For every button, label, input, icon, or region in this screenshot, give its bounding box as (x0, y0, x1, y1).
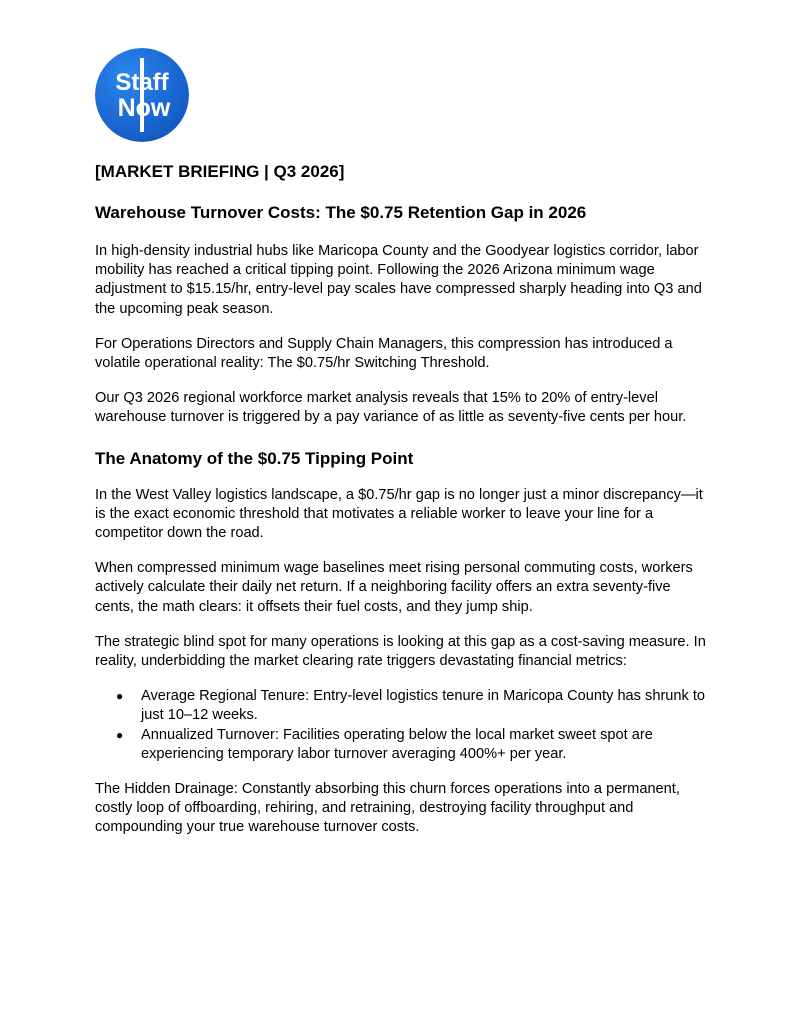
metrics-list (95, 687, 710, 764)
document-page (95, 48, 710, 854)
briefing-tag: [MARKET BRIEFING | Q3 2026] (95, 162, 345, 181)
document-title: Warehouse Turnover Costs: The $0.75 Retention Gap in 2026 (95, 203, 587, 222)
section-paragraph-2: When compressed minimum wage baselines meet rising personal commuting costs, workers actively calculate their daily net return. If a neighboring facility offers an extra seventy-five cents, the math clears: it offsets their fuel costs, and they jump ship. (95, 560, 693, 615)
closing-paragraph: The Hidden Drainage: Constantly absorbing this churn forces operations into a permanent, costly loop of offboarding, rehiring, and retraining, destroying facility throughput and compounding your true warehouse turnover costs. (95, 781, 680, 836)
logo-line1: Staff (115, 69, 169, 96)
section-paragraph-3: The strategic blind spot for many operations is looking at this gap as a cost-saving measure. In reality, underbidding the market clearing rate triggers devastating financial metrics: (95, 633, 706, 670)
bullet-icon: ● (116, 689, 124, 704)
logo-line2: Now (117, 94, 171, 122)
list-item-text: Annualized Turnover: Facilities operating below the local market sweet spot are experiencing temporary labor turnover averaging 400%+ per year. (141, 726, 653, 762)
list-item (95, 687, 710, 725)
intro-paragraph-2: For Operations Directors and Supply Chain Managers, this compression has introduced a volatile operational reality: The $0.75/hr Switching Threshold. (95, 335, 673, 372)
staffnow-logo (95, 48, 189, 142)
intro-paragraph-1: In high-density industrial hubs like Maricopa County and the Goodyear logistics corridor, labor mobility has reached a critical tipping point. Following the 2026 Arizona minimum wage adjustment to $15.15/hr, entry-level pay scales have compressed sharply heading into Q3 and the upcoming peak season. (95, 243, 702, 317)
intro-paragraph-3: Our Q3 2026 regional workforce market analysis reveals that 15% to 20% of entry-level warehouse turnover is triggered by a pay variance of as little as seventy-five cents per hour. (95, 390, 687, 426)
list-item-text: Average Regional Tenure: Entry-level logistics tenure in Maricopa County has shrunk to just 10–12 weeks. (141, 688, 706, 724)
section-paragraph-1: In the West Valley logistics landscape, a $0.75/hr gap is no longer just a minor discrepancy—it is the exact economic threshold that motivates a reliable worker to leave your line for a competitor down the road. (95, 486, 703, 542)
list-item (95, 726, 710, 764)
bullet-icon: ● (116, 727, 124, 742)
logo-graphic (95, 48, 189, 142)
section-heading: The Anatomy of the $0.75 Tipping Point (95, 448, 414, 468)
